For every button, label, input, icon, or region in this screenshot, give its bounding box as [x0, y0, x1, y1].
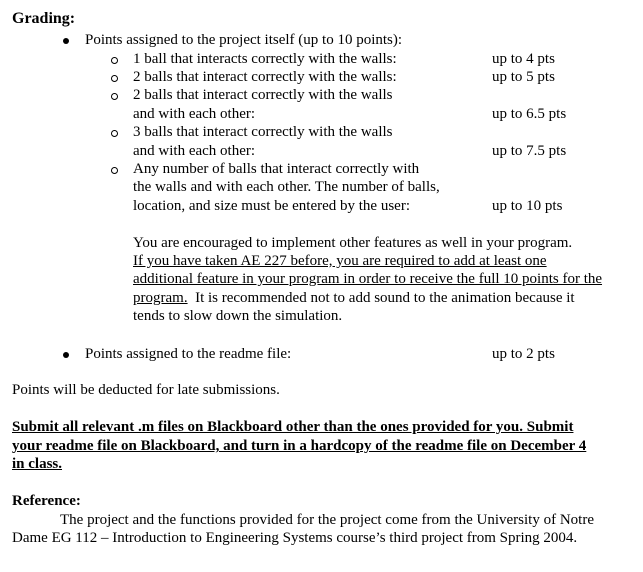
bullet-disc-icon: [63, 38, 69, 44]
sub-item-1-line-1: 1 ball that interacts correctly with the walls:: [133, 51, 397, 67]
encourage-underline-3: program.: [133, 290, 188, 306]
project-points-label: Points assigned to the project itself (up to 10 points):: [85, 32, 403, 48]
encourage-last-line: tends to slow down the simulation.: [133, 308, 343, 324]
readme-points-value: up to 2 pts: [492, 346, 555, 362]
sub-item-5-line-1: Any number of balls that interact correctly with: [133, 161, 420, 177]
sub-item-3-line-2: and with each other:: [133, 106, 256, 122]
submit-line-1: Submit all relevant .m files on Blackboard other than the ones provided for you. Submit: [12, 419, 574, 435]
encourage-underline-2: additional feature in your program in order to receive the full 10 points for the: [133, 271, 603, 287]
bullet-circle-icon: [111, 93, 118, 100]
submit-line-3: in class.: [12, 456, 63, 472]
sub-item-5-line-3: location, and size must be entered by the user:: [133, 198, 410, 214]
submit-line-2: your readme file on Blackboard, and turn in a hardcopy of the readme file on December 4: [12, 438, 587, 454]
sub-item-1-points: up to 4 pts: [492, 51, 555, 67]
sub-item-5-points: up to 10 pts: [492, 198, 563, 214]
sub-item-3-points: up to 6.5 pts: [492, 106, 567, 122]
encourage-line-4: [133, 289, 575, 307]
encourage-underline-1: If you have taken AE 227 before, you are required to add at least one: [133, 253, 547, 269]
sub-item-5-line-2: the walls and with each other. The number of balls,: [133, 179, 440, 195]
sub-item-4-points: up to 7.5 pts: [492, 143, 567, 159]
sub-item-4-line-2: and with each other:: [133, 143, 256, 159]
sub-item-2-points: up to 5 pts: [492, 69, 555, 85]
bullet-circle-icon: [111, 75, 118, 82]
encourage-tail: It is recommended not to add sound to the animation because it: [187, 290, 575, 306]
bullet-disc-icon: [63, 352, 69, 358]
reference-heading: Reference:: [12, 493, 81, 509]
bullet-circle-icon: [111, 57, 118, 64]
reference-line-2: Dame EG 112 – Introduction to Engineering Systems course’s third project from Spring 2004.: [12, 530, 578, 546]
sub-item-4-line-1: 3 balls that interact correctly with the walls: [133, 124, 393, 140]
readme-points-label: Points assigned to the readme file:: [85, 346, 292, 362]
reference-line-1: The project and the functions provided for the project come from the University of Notre: [60, 512, 594, 528]
late-submission-note: Points will be deducted for late submissions.: [12, 382, 280, 398]
grading-heading: Grading:: [12, 10, 76, 27]
bullet-circle-icon: [111, 130, 118, 137]
sub-item-3-line-1: 2 balls that interact correctly with the walls: [133, 87, 393, 103]
sub-item-2-line-1: 2 balls that interact correctly with the walls:: [133, 69, 397, 85]
bullet-circle-icon: [111, 167, 118, 174]
encourage-line-1: You are encouraged to implement other features as well in your program.: [133, 235, 573, 251]
